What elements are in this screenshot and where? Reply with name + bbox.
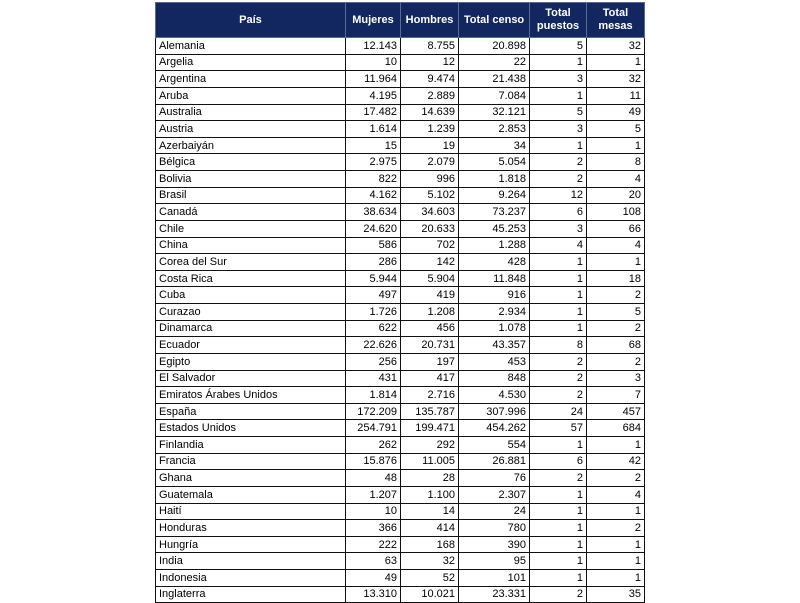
cell-total-puestos: 1 [530, 437, 587, 454]
census-table [155, 2, 645, 603]
header-pais: País [156, 3, 346, 38]
cell-pais: Costa Rica [156, 270, 346, 287]
cell-hombres: 28 [401, 470, 459, 487]
table-row [156, 71, 645, 88]
cell-hombres: 199.471 [401, 420, 459, 437]
table-row [156, 453, 645, 470]
cell-total-censo: 95 [459, 553, 530, 570]
cell-total-censo: 916 [459, 287, 530, 304]
header-total-mesas: Total mesas [587, 3, 645, 38]
header-row [156, 3, 645, 38]
cell-pais: Honduras [156, 520, 346, 537]
cell-total-censo: 43.357 [459, 337, 530, 354]
cell-hombres: 20.633 [401, 220, 459, 237]
cell-total-puestos: 1 [530, 570, 587, 587]
cell-pais: Curazao [156, 304, 346, 321]
cell-hombres: 419 [401, 287, 459, 304]
cell-total-puestos: 12 [530, 187, 587, 204]
header-mujeres: Mujeres [346, 3, 401, 38]
cell-total-mesas: 32 [587, 71, 645, 88]
table-row [156, 237, 645, 254]
table-row [156, 54, 645, 71]
cell-total-censo: 428 [459, 254, 530, 271]
cell-total-mesas: 4 [587, 486, 645, 503]
cell-hombres: 702 [401, 237, 459, 254]
cell-pais: Dinamarca [156, 320, 346, 337]
cell-total-censo: 101 [459, 570, 530, 587]
cell-hombres: 1.100 [401, 486, 459, 503]
cell-pais: Corea del Sur [156, 254, 346, 271]
cell-mujeres: 254.791 [346, 420, 401, 437]
cell-total-mesas: 2 [587, 320, 645, 337]
table-row [156, 570, 645, 587]
header-hombres: Hombres [401, 3, 459, 38]
cell-pais: Australia [156, 104, 346, 121]
table-row [156, 38, 645, 55]
table-row [156, 536, 645, 553]
cell-hombres: 9.474 [401, 71, 459, 88]
cell-mujeres: 1.726 [346, 304, 401, 321]
table-row [156, 586, 645, 603]
cell-total-mesas: 35 [587, 586, 645, 603]
cell-hombres: 1.208 [401, 304, 459, 321]
cell-total-censo: 23.331 [459, 586, 530, 603]
cell-total-censo: 11.848 [459, 270, 530, 287]
cell-total-mesas: 8 [587, 154, 645, 171]
cell-hombres: 14.639 [401, 104, 459, 121]
cell-hombres: 20.731 [401, 337, 459, 354]
cell-total-mesas: 1 [587, 137, 645, 154]
cell-hombres: 414 [401, 520, 459, 537]
cell-mujeres: 24.620 [346, 220, 401, 237]
cell-total-puestos: 1 [530, 287, 587, 304]
cell-total-puestos: 3 [530, 121, 587, 138]
cell-total-puestos: 1 [530, 553, 587, 570]
cell-pais: Estados Unidos [156, 420, 346, 437]
cell-total-censo: 45.253 [459, 220, 530, 237]
cell-total-mesas: 66 [587, 220, 645, 237]
table-row [156, 204, 645, 221]
cell-total-censo: 22 [459, 54, 530, 71]
cell-total-puestos: 6 [530, 204, 587, 221]
cell-pais: Canadá [156, 204, 346, 221]
cell-hombres: 10.021 [401, 586, 459, 603]
census-table-container [155, 2, 644, 603]
cell-total-mesas: 5 [587, 121, 645, 138]
cell-pais: Alemania [156, 38, 346, 55]
cell-total-puestos: 2 [530, 370, 587, 387]
cell-total-censo: 32.121 [459, 104, 530, 121]
cell-total-censo: 554 [459, 437, 530, 454]
cell-hombres: 12 [401, 54, 459, 71]
cell-pais: Azerbaiyán [156, 137, 346, 154]
cell-total-censo: 390 [459, 536, 530, 553]
cell-mujeres: 1.207 [346, 486, 401, 503]
cell-total-mesas: 1 [587, 254, 645, 271]
cell-total-censo: 9.264 [459, 187, 530, 204]
cell-pais: India [156, 553, 346, 570]
cell-mujeres: 256 [346, 353, 401, 370]
cell-total-mesas: 2 [587, 287, 645, 304]
cell-hombres: 197 [401, 353, 459, 370]
cell-total-mesas: 2 [587, 520, 645, 537]
cell-total-censo: 24 [459, 503, 530, 520]
cell-pais: Emiratos Árabes Unidos [156, 387, 346, 404]
cell-total-puestos: 24 [530, 403, 587, 420]
cell-pais: Aruba [156, 87, 346, 104]
cell-hombres: 135.787 [401, 403, 459, 420]
cell-pais: Egipto [156, 353, 346, 370]
cell-total-mesas: 457 [587, 403, 645, 420]
table-row [156, 387, 645, 404]
cell-total-mesas: 2 [587, 470, 645, 487]
table-row [156, 171, 645, 188]
cell-pais: Ghana [156, 470, 346, 487]
cell-mujeres: 2.975 [346, 154, 401, 171]
cell-mujeres: 4.162 [346, 187, 401, 204]
cell-pais: Finlandia [156, 437, 346, 454]
cell-pais: Brasil [156, 187, 346, 204]
cell-hombres: 2.079 [401, 154, 459, 171]
cell-pais: Guatemala [156, 486, 346, 503]
table-row [156, 121, 645, 138]
cell-total-puestos: 3 [530, 220, 587, 237]
cell-mujeres: 497 [346, 287, 401, 304]
cell-total-puestos: 2 [530, 171, 587, 188]
cell-mujeres: 822 [346, 171, 401, 188]
header-total-puestos: Total puestos [530, 3, 587, 38]
cell-hombres: 292 [401, 437, 459, 454]
table-row [156, 287, 645, 304]
cell-total-censo: 780 [459, 520, 530, 537]
cell-hombres: 8.755 [401, 38, 459, 55]
cell-total-censo: 848 [459, 370, 530, 387]
table-row [156, 104, 645, 121]
cell-hombres: 168 [401, 536, 459, 553]
cell-total-mesas: 49 [587, 104, 645, 121]
cell-mujeres: 262 [346, 437, 401, 454]
table-row [156, 470, 645, 487]
cell-mujeres: 1.614 [346, 121, 401, 138]
cell-mujeres: 622 [346, 320, 401, 337]
cell-total-censo: 454.262 [459, 420, 530, 437]
cell-hombres: 5.904 [401, 270, 459, 287]
cell-total-mesas: 32 [587, 38, 645, 55]
cell-hombres: 14 [401, 503, 459, 520]
cell-total-puestos: 1 [530, 320, 587, 337]
cell-pais: Argelia [156, 54, 346, 71]
cell-pais: Indonesia [156, 570, 346, 587]
cell-pais: Argentina [156, 71, 346, 88]
cell-mujeres: 366 [346, 520, 401, 537]
cell-total-puestos: 1 [530, 304, 587, 321]
cell-total-censo: 5.054 [459, 154, 530, 171]
cell-pais: Francia [156, 453, 346, 470]
cell-total-mesas: 7 [587, 387, 645, 404]
table-row [156, 520, 645, 537]
cell-mujeres: 286 [346, 254, 401, 271]
cell-total-mesas: 20 [587, 187, 645, 204]
cell-pais: Cuba [156, 287, 346, 304]
cell-pais: España [156, 403, 346, 420]
cell-total-puestos: 2 [530, 353, 587, 370]
table-row [156, 370, 645, 387]
cell-total-mesas: 1 [587, 570, 645, 587]
cell-total-mesas: 3 [587, 370, 645, 387]
table-row [156, 553, 645, 570]
cell-total-censo: 7.084 [459, 87, 530, 104]
cell-hombres: 11.005 [401, 453, 459, 470]
cell-total-puestos: 1 [530, 137, 587, 154]
cell-total-puestos: 1 [530, 520, 587, 537]
cell-mujeres: 586 [346, 237, 401, 254]
cell-total-puestos: 57 [530, 420, 587, 437]
cell-total-censo: 2.853 [459, 121, 530, 138]
cell-mujeres: 1.814 [346, 387, 401, 404]
cell-hombres: 5.102 [401, 187, 459, 204]
cell-hombres: 2.716 [401, 387, 459, 404]
table-row [156, 403, 645, 420]
cell-pais: Bélgica [156, 154, 346, 171]
cell-total-mesas: 1 [587, 54, 645, 71]
cell-total-censo: 1.818 [459, 171, 530, 188]
cell-hombres: 1.239 [401, 121, 459, 138]
table-row [156, 353, 645, 370]
cell-total-mesas: 1 [587, 503, 645, 520]
cell-pais: Hungría [156, 536, 346, 553]
cell-total-puestos: 1 [530, 270, 587, 287]
table-row [156, 254, 645, 271]
table-row [156, 337, 645, 354]
cell-pais: Ecuador [156, 337, 346, 354]
table-row [156, 187, 645, 204]
cell-total-puestos: 1 [530, 87, 587, 104]
table-body [156, 38, 645, 603]
cell-total-censo: 2.934 [459, 304, 530, 321]
cell-mujeres: 10 [346, 54, 401, 71]
table-row [156, 137, 645, 154]
cell-total-puestos: 2 [530, 586, 587, 603]
cell-total-mesas: 1 [587, 553, 645, 570]
cell-mujeres: 15.876 [346, 453, 401, 470]
cell-total-mesas: 42 [587, 453, 645, 470]
cell-hombres: 996 [401, 171, 459, 188]
cell-total-mesas: 108 [587, 204, 645, 221]
cell-total-puestos: 1 [530, 536, 587, 553]
cell-hombres: 456 [401, 320, 459, 337]
cell-total-mesas: 4 [587, 237, 645, 254]
table-header [156, 3, 645, 38]
cell-total-puestos: 3 [530, 71, 587, 88]
cell-pais: Bolivia [156, 171, 346, 188]
cell-total-censo: 20.898 [459, 38, 530, 55]
cell-total-puestos: 2 [530, 470, 587, 487]
cell-mujeres: 10 [346, 503, 401, 520]
cell-total-puestos: 5 [530, 38, 587, 55]
cell-mujeres: 17.482 [346, 104, 401, 121]
cell-total-puestos: 5 [530, 104, 587, 121]
cell-total-censo: 2.307 [459, 486, 530, 503]
table-row [156, 304, 645, 321]
cell-total-censo: 34 [459, 137, 530, 154]
cell-total-mesas: 68 [587, 337, 645, 354]
cell-hombres: 34.603 [401, 204, 459, 221]
cell-total-censo: 307.996 [459, 403, 530, 420]
cell-total-mesas: 1 [587, 536, 645, 553]
cell-mujeres: 49 [346, 570, 401, 587]
cell-total-puestos: 8 [530, 337, 587, 354]
cell-total-mesas: 18 [587, 270, 645, 287]
cell-pais: Austria [156, 121, 346, 138]
cell-total-censo: 21.438 [459, 71, 530, 88]
table-row [156, 420, 645, 437]
table-row [156, 320, 645, 337]
cell-total-mesas: 684 [587, 420, 645, 437]
cell-total-censo: 453 [459, 353, 530, 370]
cell-mujeres: 222 [346, 536, 401, 553]
cell-pais: Chile [156, 220, 346, 237]
cell-total-censo: 26.881 [459, 453, 530, 470]
cell-total-puestos: 2 [530, 387, 587, 404]
table-row [156, 87, 645, 104]
cell-mujeres: 5.944 [346, 270, 401, 287]
cell-total-mesas: 5 [587, 304, 645, 321]
cell-total-puestos: 2 [530, 154, 587, 171]
cell-hombres: 417 [401, 370, 459, 387]
table-row [156, 503, 645, 520]
table-row [156, 270, 645, 287]
cell-total-mesas: 2 [587, 353, 645, 370]
cell-mujeres: 63 [346, 553, 401, 570]
cell-mujeres: 12.143 [346, 38, 401, 55]
cell-total-censo: 1.288 [459, 237, 530, 254]
cell-mujeres: 38.634 [346, 204, 401, 221]
cell-mujeres: 172.209 [346, 403, 401, 420]
cell-pais: Inglaterra [156, 586, 346, 603]
cell-mujeres: 431 [346, 370, 401, 387]
cell-total-puestos: 6 [530, 453, 587, 470]
cell-hombres: 32 [401, 553, 459, 570]
cell-mujeres: 22.626 [346, 337, 401, 354]
cell-mujeres: 11.964 [346, 71, 401, 88]
cell-hombres: 19 [401, 137, 459, 154]
cell-total-puestos: 1 [530, 486, 587, 503]
cell-total-mesas: 11 [587, 87, 645, 104]
cell-total-puestos: 1 [530, 254, 587, 271]
cell-total-puestos: 1 [530, 54, 587, 71]
cell-total-mesas: 1 [587, 437, 645, 454]
cell-total-censo: 76 [459, 470, 530, 487]
cell-total-puestos: 4 [530, 237, 587, 254]
cell-mujeres: 13.310 [346, 586, 401, 603]
cell-pais: El Salvador [156, 370, 346, 387]
cell-mujeres: 48 [346, 470, 401, 487]
header-total-censo: Total censo [459, 3, 530, 38]
cell-total-censo: 1.078 [459, 320, 530, 337]
cell-pais: China [156, 237, 346, 254]
cell-total-puestos: 1 [530, 503, 587, 520]
cell-hombres: 52 [401, 570, 459, 587]
table-row [156, 154, 645, 171]
table-row [156, 437, 645, 454]
cell-total-censo: 73.237 [459, 204, 530, 221]
cell-mujeres: 4.195 [346, 87, 401, 104]
cell-pais: Haití [156, 503, 346, 520]
cell-total-mesas: 4 [587, 171, 645, 188]
table-row [156, 486, 645, 503]
cell-hombres: 2.889 [401, 87, 459, 104]
cell-total-censo: 4.530 [459, 387, 530, 404]
cell-hombres: 142 [401, 254, 459, 271]
table-row [156, 220, 645, 237]
cell-mujeres: 15 [346, 137, 401, 154]
